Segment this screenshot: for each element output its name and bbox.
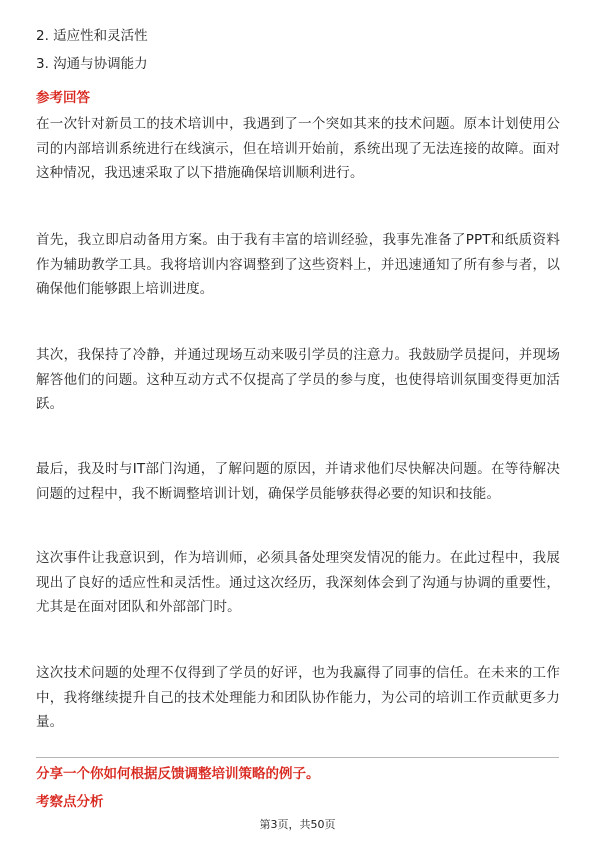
- paragraph-3: 其次，我保持了冷静，并通过现场互动来吸引学员的注意力。我鼓励学员提问，并现场解答他们的问题。这种互动方式不仅提高了学员的参与度，也使得培训氛围变得更加活跃。: [36, 347, 560, 412]
- paragraph-1: 在一次针对新员工的技术培训中，我遇到了一个突如其来的技术问题。原本计划使用公司的内部培训系统进行在线演示，但在培训开始前，系统出现了无法连接的故障。面对这种情况，我迅速采取了以下措施确保培训顺利进行。: [36, 116, 560, 181]
- next-question-title: 分享一个你如何根据反馈调整培训策略的例子。: [36, 766, 320, 782]
- section-divider: [36, 757, 559, 758]
- paragraph-5: 这次事件让我意识到，作为培训师，必须具备处理突发情况的能力。在此过程中，我展现出了良好的适应性和灵活性。通过这次经历，我深刻体会到了沟通与协调的重要性，尤其是在面对团队和外部部门时。: [36, 550, 560, 615]
- list-item-communication: 3. 沟通与协调能力: [36, 56, 148, 72]
- paragraph-6: 这次技术问题的处理不仅得到了学员的好评，也为我赢得了同事的信任。在未来的工作中，我将继续提升自己的技术处理能力和团队协作能力，为公司的培训工作贡献更多力量。: [36, 665, 560, 730]
- analysis-heading: 考察点分析: [36, 794, 104, 810]
- answer-heading: 参考回答: [36, 90, 90, 106]
- paragraph-2: 首先，我立即启动备用方案。由于我有丰富的培训经验，我事先准备了PPT和纸质资料作为辅助教学工具。我将培训内容调整到了这些资料上，并迅速通知了所有参与者，以确保他们能够跟上培训进度。: [36, 232, 560, 297]
- paragraph-4: 最后，我及时与IT部门沟通，了解问题的原因，并请求他们尽快解决问题。在等待解决问题的过程中，我不断调整培训计划，确保学员能够获得必要的知识和技能。: [36, 461, 560, 502]
- list-item-adaptability: 2. 适应性和灵活性: [36, 28, 148, 44]
- page-footer: 第3页，共50页: [259, 818, 336, 831]
